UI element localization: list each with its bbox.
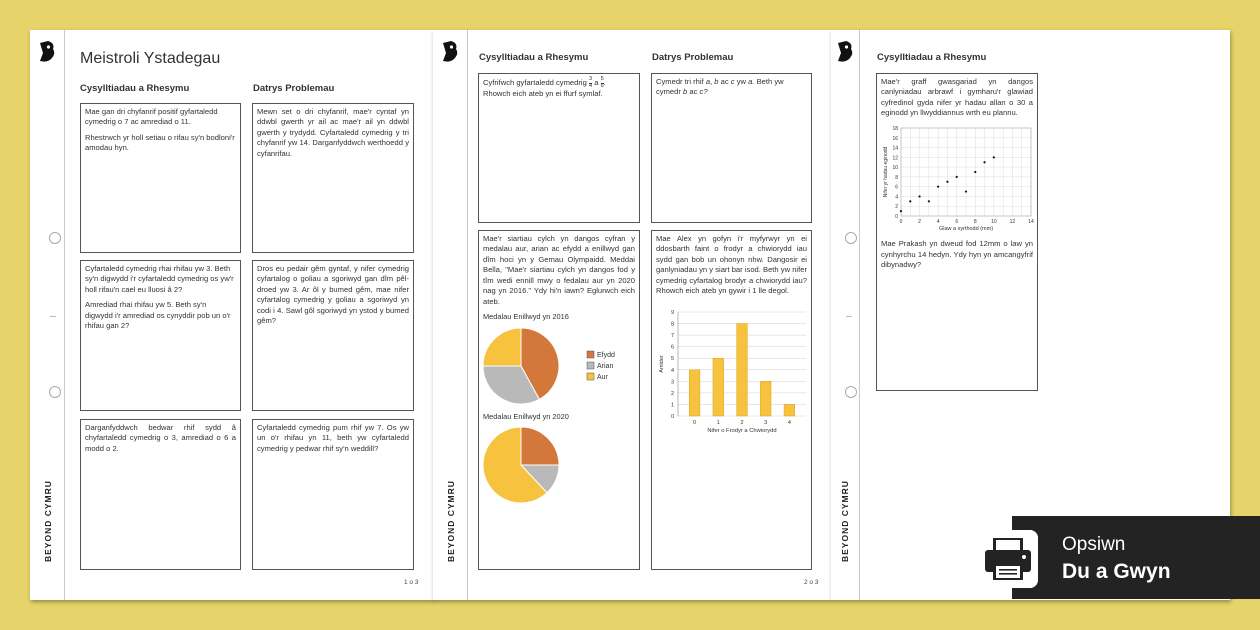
question-box[interactable] — [651, 230, 812, 570]
bar — [760, 381, 771, 416]
question-text: Dros eu pedair gêm gyntaf, y nifer cymedrig cyfartalog o goliau a sgoriwyd gan dîm pêl-droed yw 3. Ar ôl y bumed gêm, mae nifer cyfartalog cymedrig y goliau a sgoriwyd yn codi i 4. Sawl gôl sgoriwyd yn ystod y bumed gêm? — [257, 264, 409, 326]
y-tick-label: 9 — [670, 309, 674, 316]
fraction — [601, 77, 604, 89]
question-text: Mae'r graff gwasgariad yn dangos canlyniadau arbrawf i gymharu'r glawiad cyfredinol gyda nifer yr hadau allan o 30 a eginodd yn llwyddiannus wrth eu plannu. — [881, 77, 1033, 118]
question-text: ac — [720, 77, 729, 86]
question-box[interactable]: Cymedr tri rhif a, b ac c yw a. Beth yw cymedr b ac c? — [651, 73, 812, 223]
binder-hole — [49, 386, 61, 398]
brand-text: BEYOND CYMRU — [840, 480, 850, 562]
worksheet-page-2 — [433, 30, 831, 600]
bar — [784, 404, 795, 416]
legend-swatch — [587, 351, 594, 358]
brand-text: BEYOND CYMRU — [446, 480, 456, 562]
question-text: ac — [689, 87, 698, 97]
worksheet-page-1 — [30, 30, 434, 600]
scatter-point — [918, 195, 920, 197]
pie-slice-aur — [483, 328, 521, 366]
scatter-point — [965, 190, 967, 192]
page-number: 2 o 3 — [804, 579, 819, 586]
y-tick-label: 3 — [670, 379, 674, 386]
question-box[interactable] — [252, 103, 414, 253]
question-box[interactable] — [252, 260, 414, 411]
scatter-point — [983, 161, 985, 163]
question-text: Mae Alex yn gofyn i'r myfyrwyr yn ei ddosbarth faint o frodyr a chwiorydd iau sydd gan bob un ohonyn nhw. Dangosir ei ganlyniadau yn y siart bar isod. Beth yw nifer cymedrig cyfartalog brodyr a chwiorydd iau? Rhowch eich ateb yn gywir i 1 lle degol. — [656, 234, 807, 296]
pie-title: Medalau Enillwyd yn 2016 — [483, 312, 569, 322]
y-tick-label: 2 — [670, 390, 674, 397]
question-text: Mewn set o dri chyfanrif, mae'r cyntaf yn ddwbl gwerth yr ail ac mae'r ail yn ddwbl gwerth y trydydd. Cyfartaledd cymedrig y tri chyfanrif yw 14. Darganfyddwch werthoedd y cyfanrifau. — [257, 107, 409, 158]
x-tick-label: 1 — [716, 419, 720, 426]
heading-right: Datrys Problemau — [253, 83, 335, 94]
bar — [689, 370, 700, 416]
bar-chart — [656, 306, 809, 438]
y-tick-label: 1 — [670, 402, 674, 409]
x-tick-label: 0 — [899, 218, 903, 225]
y-tick-label: 8 — [895, 174, 898, 181]
question-box[interactable] — [876, 73, 1038, 391]
x-tick-label: 2 — [740, 419, 744, 426]
scatter-plot — [881, 122, 1035, 232]
heading-left: Cysylltiadau a Rhesymu — [80, 83, 190, 94]
scatter-point — [993, 156, 995, 158]
page-rail — [30, 30, 65, 600]
question-text: Mae gan dri chyfanrif positif gyfartaledd cymedrig o 7 ac amrediad o 11. — [85, 107, 218, 127]
y-tick-label: 12 — [892, 155, 898, 162]
heading: Cysylltiadau a Rhesymu — [877, 52, 987, 63]
legend-swatch — [587, 373, 594, 380]
question-text: Cyfartaledd cymedrig rhai rhifau yw 3. Beth sy'n digwydd i'r cyfartaledd cymedrig os yw'r holl rifau'n cael eu lluosi â 2? — [85, 264, 234, 294]
y-axis-label: Amlder — [659, 355, 665, 373]
bar — [713, 358, 724, 416]
y-tick-label: 6 — [670, 344, 674, 351]
y-tick-label: 10 — [892, 164, 898, 171]
fold-mark — [50, 316, 56, 317]
question-box[interactable] — [80, 103, 241, 253]
y-tick-label: 0 — [895, 213, 898, 220]
question-text: yw — [736, 77, 746, 86]
variable: c — [730, 77, 735, 86]
y-tick-label: 7 — [670, 332, 674, 339]
page-title: Meistroli Ystadegau — [80, 50, 221, 67]
x-axis-label: Glaw a syrthodd (mm) — [938, 225, 994, 232]
y-tick-label: 6 — [895, 184, 898, 191]
scatter-point — [900, 210, 902, 212]
heading-left: Cysylltiadau a Rhesymu — [479, 52, 589, 63]
binder-hole — [49, 232, 61, 244]
question-box[interactable]: Cyfrifwch gyfartaledd cymedrig $\frac{3}{4}$ a $\frac{5}{6}$ . Rhowch eich ateb yn ei ffurf symlaf. — [478, 73, 640, 223]
brand-logo — [831, 454, 857, 564]
question-box[interactable] — [80, 419, 241, 570]
page-rail — [433, 30, 468, 600]
variable: a. — [748, 77, 755, 86]
pie-chart-2016 — [483, 323, 635, 409]
x-tick-label: 3 — [764, 419, 768, 426]
variable: b — [683, 87, 688, 97]
variable: a — [705, 77, 711, 86]
worksheet-page-3 — [831, 30, 1230, 600]
scatter-point — [909, 200, 911, 202]
scatter-point — [937, 185, 939, 187]
question-text: a — [594, 78, 599, 88]
y-axis-label: Nifer yr hadau eginodd — [883, 146, 889, 198]
y-tick-label: 0 — [670, 413, 674, 420]
x-tick-label: 4 — [936, 218, 940, 225]
y-tick-label: 2 — [895, 204, 898, 211]
x-tick-label: 6 — [955, 218, 959, 225]
y-tick-label: 16 — [892, 135, 898, 142]
brand-logo — [34, 454, 60, 564]
scatter-point — [956, 176, 958, 178]
variable: c? — [699, 87, 708, 97]
variable: b — [714, 77, 719, 86]
question-text: Mae'r siartiau cylch yn dangos cyfran y medalau aur, arian ac efydd a enillwyd gan dîm hoci yn y Gemau Olympaidd. Meddai Bella, "Mae'r siartiau cylch yn dangos fod y tîm wedi ennill mwy o fedalau aur yn 2020 nag yn 2016." Ydy hi'n iawn? Eglurwch eich ateb. — [483, 234, 635, 306]
page-number: 1 o 3 — [404, 579, 419, 586]
fraction-denominator: 4 — [588, 82, 593, 89]
x-tick-label: 0 — [693, 419, 697, 426]
fraction-numerator: 3 — [588, 76, 593, 82]
logo-icon — [37, 40, 57, 64]
fraction — [589, 77, 592, 89]
question-box[interactable] — [478, 230, 640, 570]
black-white-option-badge[interactable] — [1012, 516, 1260, 599]
pie-chart-2020 — [483, 422, 635, 508]
fold-mark — [846, 316, 852, 317]
scatter-point — [946, 181, 948, 183]
pie-title: Medalau Enillwyd yn 2020 — [483, 411, 569, 421]
legend-label: Arian — [597, 362, 614, 370]
x-tick-label: 4 — [787, 419, 791, 426]
bar — [737, 323, 748, 415]
question-text: Mae Prakash yn dweud fod 12mm o law yn cynhyrchu 14 hedyn. Ydy hyn yn amcangyfrif dibynadwy? — [881, 239, 1033, 270]
scatter-point — [928, 200, 930, 202]
badge-line-1: Opsiwn — [1062, 534, 1126, 555]
logo-icon — [440, 40, 460, 64]
y-tick-label: 18 — [892, 125, 898, 132]
y-tick-label: 5 — [670, 356, 674, 363]
question-text: Cymedr tri rhif — [656, 77, 704, 86]
y-tick-label: 4 — [895, 194, 898, 201]
brand-text: BEYOND CYMRU — [43, 480, 53, 562]
x-tick-label: 10 — [991, 218, 997, 225]
badge-line-2: Du a Gwyn — [1062, 560, 1171, 583]
binder-hole — [845, 232, 857, 244]
x-tick-label: 2 — [918, 218, 921, 225]
printer-icon[interactable] — [978, 530, 1038, 588]
x-axis-label: Nifer o Frodyr a Chwiorydd — [707, 427, 777, 434]
brand-logo — [437, 454, 463, 564]
y-tick-label: 4 — [670, 367, 674, 374]
y-tick-label: 14 — [892, 145, 898, 152]
x-tick-label: 14 — [1028, 218, 1034, 225]
page-rail — [831, 30, 860, 600]
question-text: Rhowch eich ateb yn ei ffurf symlaf. — [483, 89, 603, 99]
pie-slice-efydd — [521, 427, 559, 465]
logo-icon — [835, 40, 855, 64]
question-text: Cyfrifwch gyfartaledd cymedrig — [483, 78, 587, 88]
question-text: Rhestrwch yr holl setiau o rifau sy'n bodloni'r amodau hyn. — [85, 132, 235, 153]
legend-label: Efydd — [597, 351, 615, 359]
question-box[interactable] — [252, 419, 414, 570]
x-tick-label: 12 — [1009, 218, 1016, 225]
y-tick-label: 8 — [670, 321, 674, 328]
question-text: Beth yw cymedr — [656, 77, 784, 97]
binder-hole — [845, 386, 857, 398]
legend-label: Aur — [597, 373, 608, 381]
question-text: Darganfyddwch bedwar rhif sydd â chyfartaledd cymedrig o 3, amrediad o 6 a modd o 2. — [85, 423, 236, 453]
x-tick-label: 8 — [973, 218, 977, 225]
legend-swatch — [587, 362, 594, 369]
fraction-denominator: 6 — [600, 82, 604, 89]
question-text: Amrediad rhai rhifau yw 5. Beth sy'n digwydd i'r amrediad os cynyddir pob un o'r rhifau gan 2? — [85, 300, 231, 331]
fraction-numerator: 5 — [600, 76, 604, 82]
question-text: Cyfartaledd cymedrig pum rhif yw 7. Os yw un o'r rhifau yn 11, beth yw cyfartaledd cymedrig y pedwar rhif sy'n weddill? — [257, 423, 409, 453]
heading-right: Datrys Problemau — [652, 52, 734, 63]
scatter-point — [974, 171, 976, 173]
question-box[interactable] — [80, 260, 241, 411]
